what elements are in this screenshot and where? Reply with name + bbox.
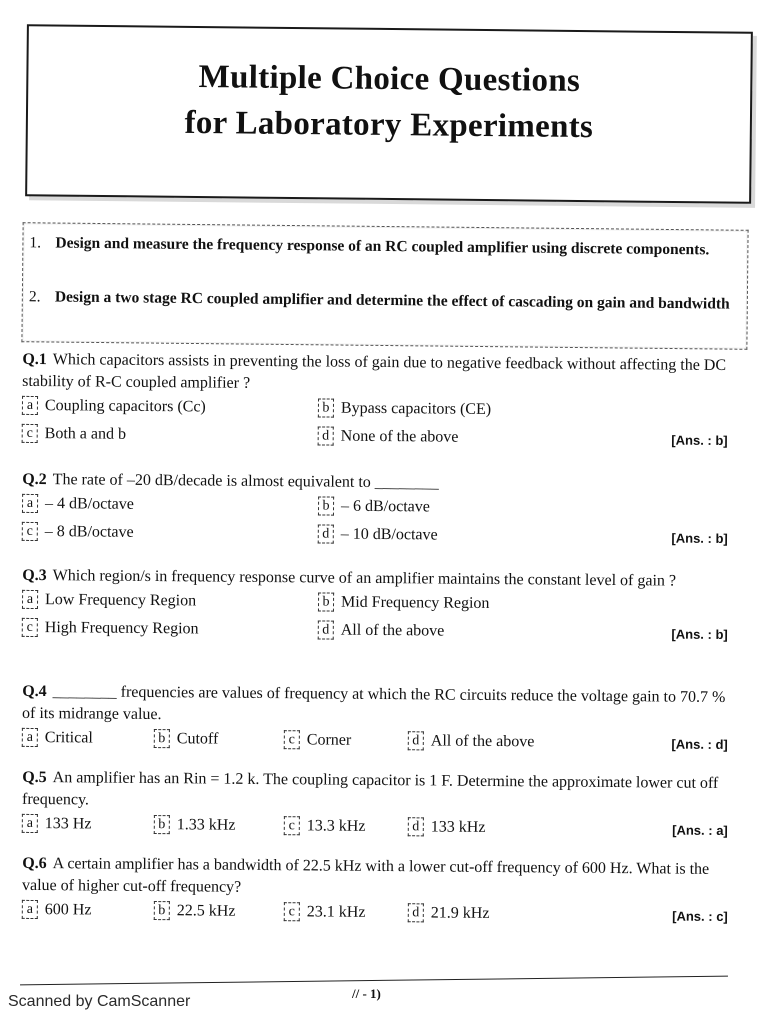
question-1 bbox=[22, 349, 739, 455]
scanner-watermark: Scanned by CamScanner bbox=[8, 993, 191, 1010]
option-b[interactable] bbox=[154, 901, 236, 921]
options-row bbox=[22, 421, 738, 455]
options-row bbox=[22, 897, 738, 931]
option-letter: d bbox=[318, 620, 334, 639]
answer-label: [Ans. : b] bbox=[671, 626, 728, 643]
option-letter: b bbox=[154, 729, 170, 748]
option-text: Cutoff bbox=[176, 729, 219, 748]
question-body: An amplifier has an Rin = 1.2 k. The coupling capacitor is 1 F. Determine the approximate lower cut off frequency. bbox=[21, 769, 719, 809]
option-a[interactable] bbox=[22, 900, 92, 920]
question-4 bbox=[22, 681, 739, 759]
option-letter: b bbox=[318, 592, 334, 611]
option-letter: b bbox=[154, 901, 170, 920]
option-d[interactable] bbox=[408, 817, 486, 837]
option-letter: b bbox=[318, 398, 334, 417]
option-text: – 8 dB/octave bbox=[44, 522, 134, 541]
option-letter: a bbox=[22, 728, 38, 747]
experiment-number: 1. bbox=[29, 234, 42, 252]
option-text: – 4 dB/octave bbox=[44, 494, 135, 513]
option-text: Corner bbox=[306, 730, 352, 749]
title-box bbox=[25, 24, 753, 204]
question-text bbox=[22, 681, 738, 731]
option-letter: a bbox=[22, 900, 38, 919]
experiment-item-2 bbox=[29, 287, 737, 314]
question-6 bbox=[22, 853, 739, 931]
option-c[interactable] bbox=[22, 618, 199, 639]
answer-label: [Ans. : b] bbox=[671, 432, 728, 449]
question-text bbox=[22, 767, 738, 817]
option-letter: c bbox=[284, 730, 300, 749]
option-a[interactable] bbox=[22, 728, 93, 748]
option-letter: c bbox=[22, 618, 38, 637]
page-number: // - 1) bbox=[352, 986, 381, 1001]
option-d[interactable] bbox=[408, 903, 490, 923]
question-body: Which region/s in frequency response curve of an amplifier maintains the constant level of gain ? bbox=[52, 567, 677, 590]
option-d[interactable] bbox=[408, 731, 535, 751]
option-text: All of the above bbox=[340, 621, 445, 640]
question-3 bbox=[22, 565, 739, 649]
footer-divider bbox=[20, 976, 728, 986]
option-c[interactable] bbox=[284, 730, 352, 750]
page-title bbox=[28, 52, 751, 152]
question-text bbox=[22, 349, 738, 399]
option-b[interactable] bbox=[154, 815, 236, 835]
option-text: Bypass capacitors (CE) bbox=[340, 399, 492, 418]
option-letter: d bbox=[408, 731, 424, 750]
option-d[interactable] bbox=[318, 524, 438, 544]
title-line-2: for Laboratory Experiments bbox=[184, 104, 594, 146]
option-letter: b bbox=[318, 496, 334, 515]
option-text: 21.9 kHz bbox=[430, 903, 490, 922]
option-text: – 6 dB/octave bbox=[340, 497, 430, 515]
option-text: 133 kHz bbox=[430, 817, 486, 836]
option-letter: a bbox=[22, 494, 38, 513]
experiment-number: 2. bbox=[28, 288, 41, 306]
question-body: The rate of –20 dB/decade is almost equivalent to ________ bbox=[52, 471, 439, 492]
option-c[interactable] bbox=[284, 816, 366, 836]
option-c[interactable] bbox=[22, 522, 134, 542]
option-text: 600 Hz bbox=[44, 900, 92, 918]
option-letter: d bbox=[318, 426, 334, 445]
option-text: 23.1 kHz bbox=[306, 902, 366, 921]
experiment-text: Design and measure the frequency response of an RC coupled amplifier using discrete components. bbox=[55, 234, 710, 259]
option-text: Coupling capacitors (Cc) bbox=[44, 396, 206, 415]
option-letter: d bbox=[408, 817, 424, 836]
option-text: Both a and b bbox=[44, 424, 127, 443]
option-text: High Frequency Region bbox=[44, 618, 199, 637]
experiments-box bbox=[21, 222, 748, 350]
question-number: Q.3 bbox=[22, 566, 47, 585]
option-letter: a bbox=[22, 590, 38, 609]
option-letter: c bbox=[22, 522, 38, 541]
option-b[interactable] bbox=[318, 592, 490, 612]
options-row bbox=[22, 615, 738, 649]
option-letter: d bbox=[318, 524, 334, 543]
option-b[interactable] bbox=[318, 398, 491, 419]
answer-label: [Ans. : a] bbox=[672, 822, 728, 839]
experiment-item-1 bbox=[29, 233, 737, 260]
question-2 bbox=[22, 469, 739, 553]
option-d[interactable] bbox=[318, 426, 459, 446]
option-a[interactable] bbox=[22, 814, 92, 834]
option-text: 1.33 kHz bbox=[176, 815, 236, 834]
experiment-text: Design a two stage RC coupled amplifier and determine the effect of cascading on gain and bandwidth bbox=[54, 288, 730, 313]
option-text: None of the above bbox=[340, 427, 459, 446]
option-text: 133 Hz bbox=[44, 814, 92, 832]
answer-label: [Ans. : b] bbox=[671, 530, 728, 547]
question-number: Q.1 bbox=[22, 350, 47, 369]
question-number: Q.2 bbox=[22, 470, 47, 489]
option-text: 22.5 kHz bbox=[176, 901, 236, 920]
question-body: A certain amplifier has a bandwidth of 22.5 kHz with a lower cut-off frequency of 600 Hz. What is the value of higher cut-off frequency? bbox=[21, 855, 710, 896]
option-letter: d bbox=[408, 903, 424, 922]
option-text: Mid Frequency Region bbox=[340, 593, 490, 612]
option-text: Critical bbox=[44, 728, 93, 746]
option-text: Low Frequency Region bbox=[44, 590, 197, 609]
answer-label: [Ans. : d] bbox=[671, 736, 728, 753]
question-5 bbox=[22, 767, 739, 845]
option-letter: c bbox=[22, 424, 38, 443]
option-b[interactable] bbox=[318, 496, 430, 516]
question-number: Q.4 bbox=[22, 682, 47, 701]
options-row bbox=[22, 725, 738, 759]
option-letter: c bbox=[284, 902, 300, 921]
option-a[interactable] bbox=[22, 590, 196, 611]
question-body: Which capacitors assists in preventing the loss of gain due to negative feedback without affecting the DC stability of R-C coupled amplifier ? bbox=[22, 351, 727, 392]
option-a[interactable] bbox=[22, 494, 134, 514]
option-letter: a bbox=[22, 814, 38, 833]
question-number: Q.6 bbox=[22, 854, 47, 873]
question-body: ________ frequencies are values of frequency at which the RC circuits reduce the voltage gain to 70.7 % of its midrange value. bbox=[21, 683, 726, 724]
question-text bbox=[22, 853, 738, 903]
option-d[interactable] bbox=[318, 620, 445, 640]
question-number: Q.5 bbox=[22, 768, 47, 787]
option-a[interactable] bbox=[22, 396, 206, 417]
option-letter: a bbox=[22, 396, 38, 415]
option-letter: b bbox=[154, 815, 170, 834]
option-c[interactable] bbox=[22, 424, 126, 444]
option-text: 13.3 kHz bbox=[306, 816, 366, 835]
option-text: All of the above bbox=[430, 731, 535, 750]
option-text: – 10 dB/octave bbox=[340, 525, 438, 544]
title-line-1: Multiple Choice Questions bbox=[198, 59, 581, 99]
options-row bbox=[22, 811, 738, 845]
answer-label: [Ans. : c] bbox=[672, 908, 728, 925]
options-row bbox=[22, 519, 738, 553]
option-b[interactable] bbox=[154, 729, 219, 749]
option-letter: c bbox=[284, 816, 300, 835]
option-c[interactable] bbox=[284, 902, 366, 922]
